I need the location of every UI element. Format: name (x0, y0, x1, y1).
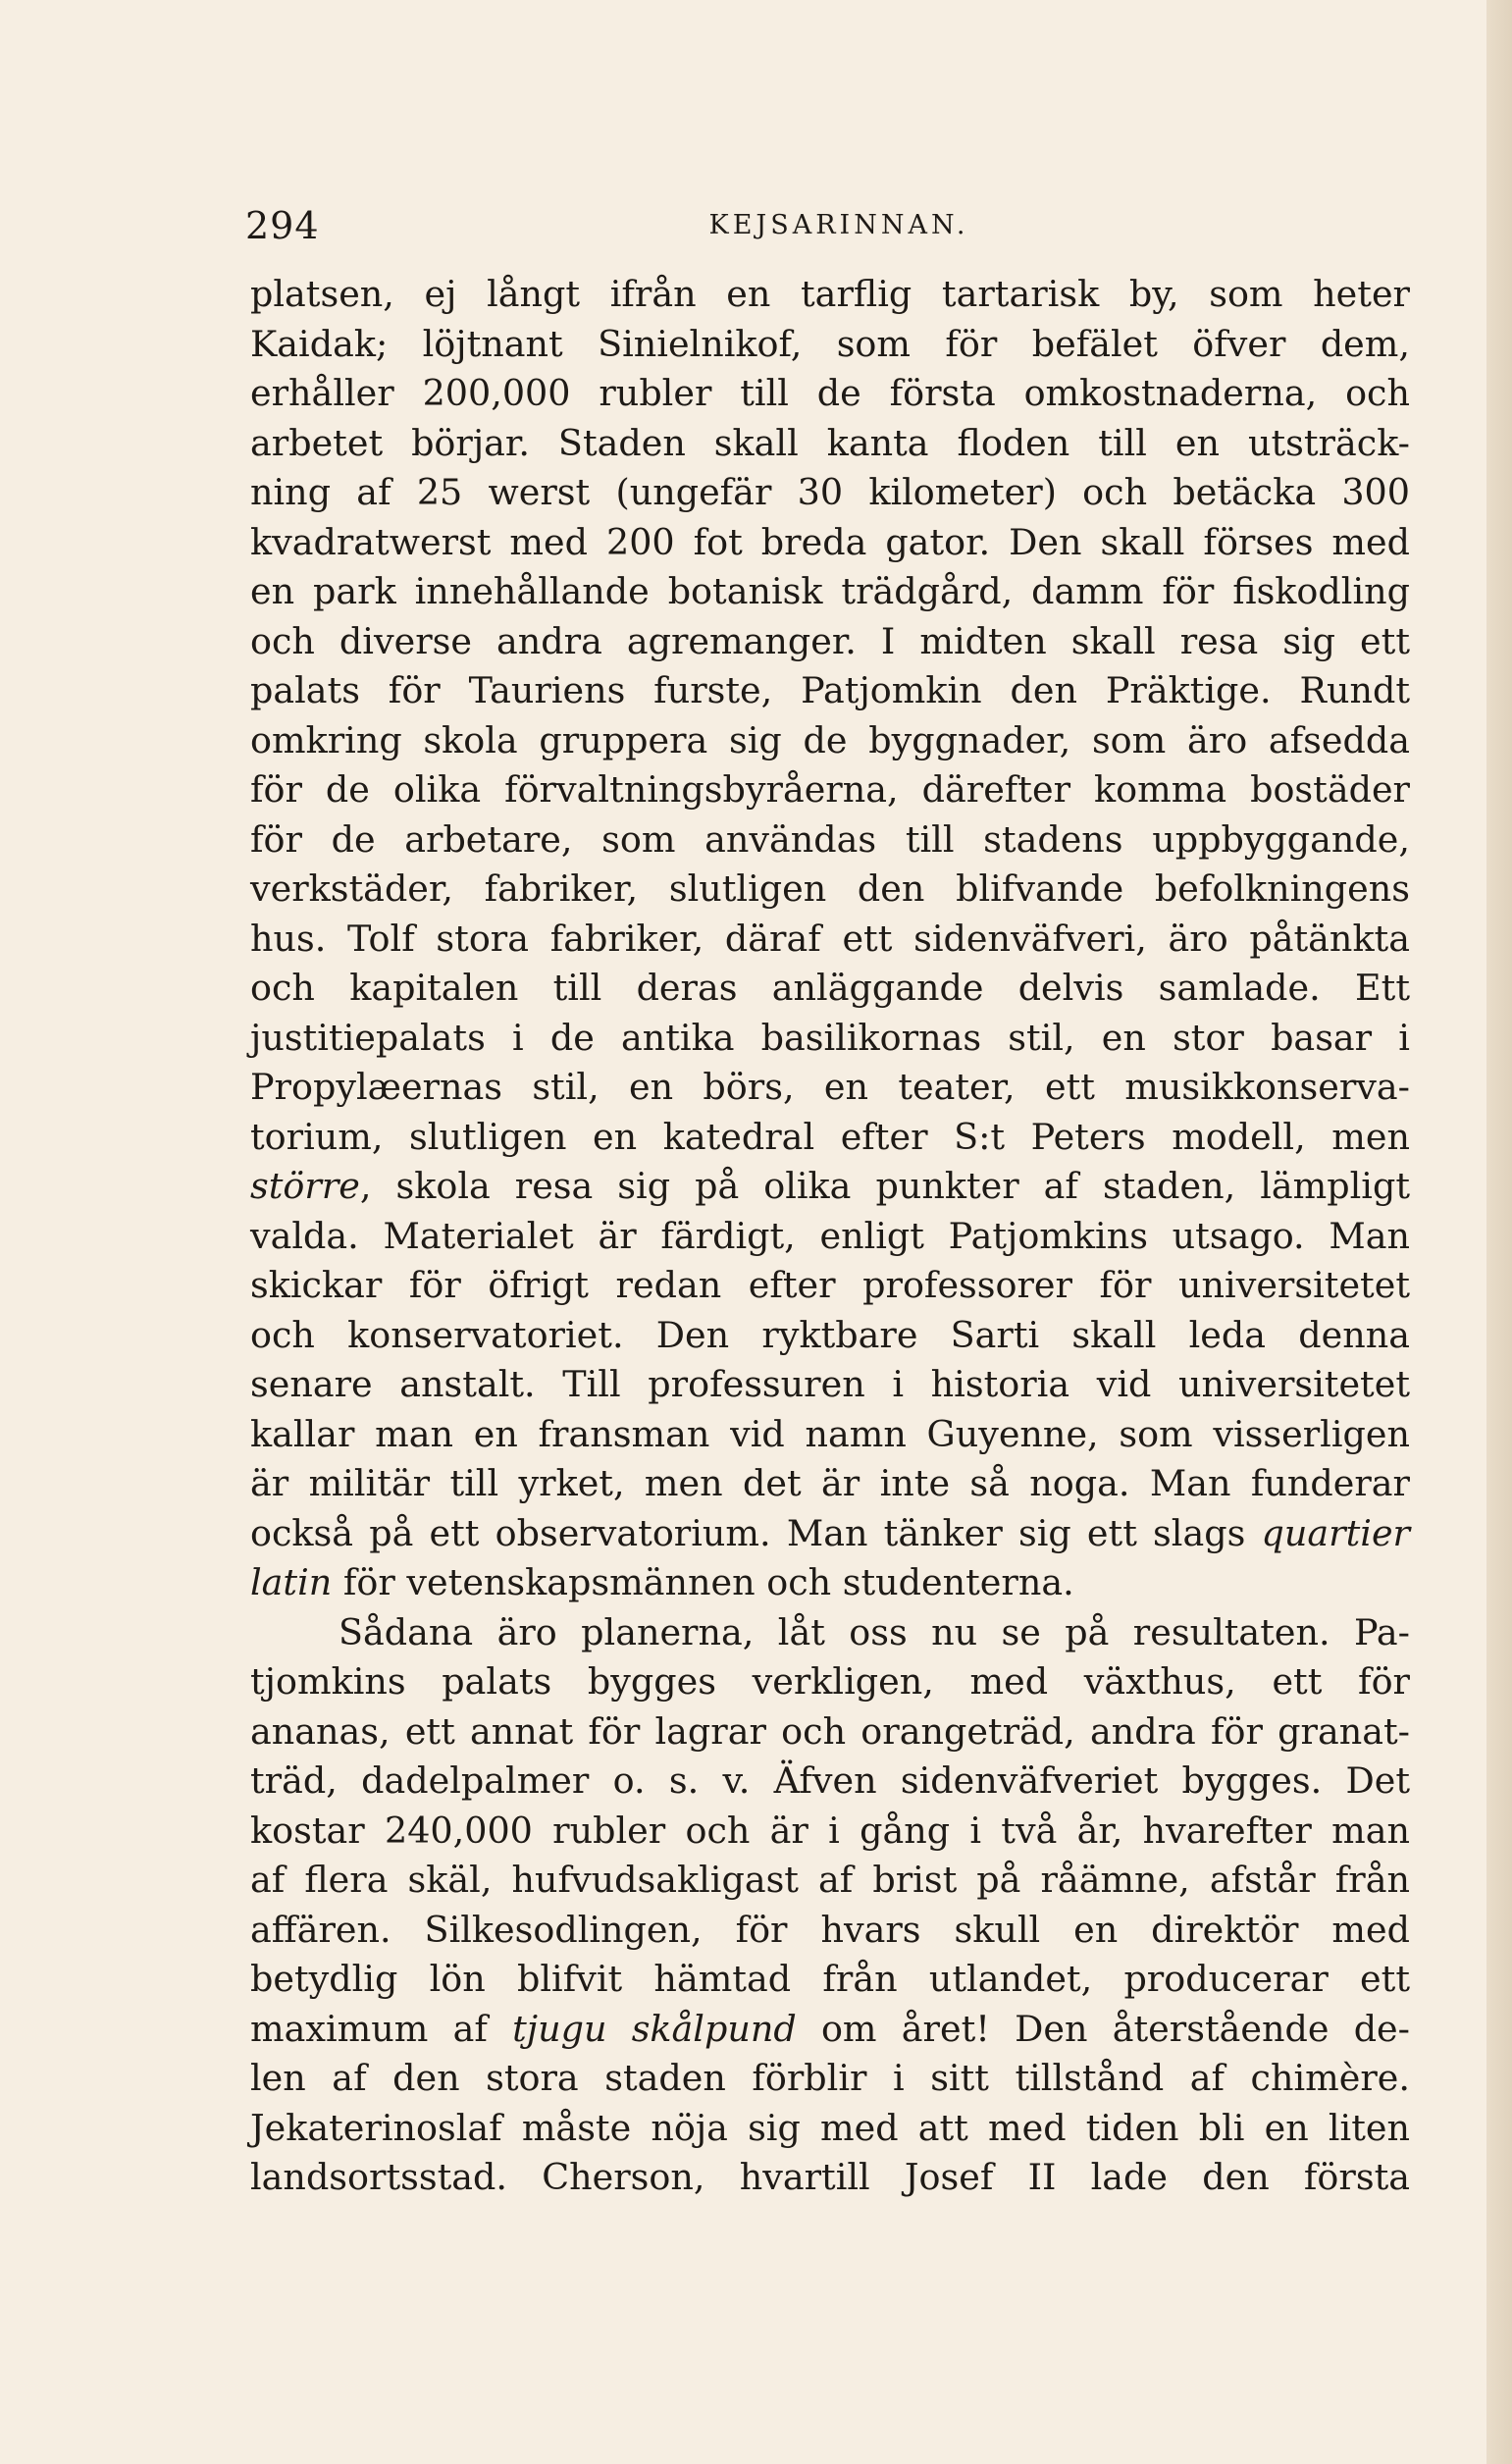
text-line (250, 2153, 1410, 2203)
text-span: betydlig lön blifvit hämtad från utlandet, producerar ett (250, 1958, 1410, 2000)
text-line (250, 1558, 1410, 1608)
text-span: justitiepalats i de antika basilikornas stil, en stor basar i (250, 1016, 1410, 1059)
running-head: KEJSARINNAN. (708, 210, 969, 240)
text-line (250, 1360, 1410, 1410)
text-span: kallar man en fransman vid namn Guyenne, som visserligen (250, 1412, 1410, 1455)
text-span: platsen, ej långt ifrån en tarflig tartarisk by, som heter (250, 273, 1410, 315)
text-line (250, 1113, 1410, 1163)
text-span: maximum af (250, 2007, 513, 2050)
text-span: arbetet börjar. Staden skall kanta floden till en utsträck- (250, 421, 1410, 464)
text-line (250, 2054, 1410, 2104)
text-line (250, 964, 1410, 1014)
text-span: Kaidak; löjtnant Sinielnikof, som för befälet öfver dem, (250, 322, 1410, 365)
text-span: ananas, ett annat för lagrar och orangeträd, andra för granat- (250, 1709, 1410, 1753)
body-text (250, 270, 1410, 2203)
text-line (250, 716, 1410, 766)
text-span: valda. Materialet är färdigt, enligt Patjomkins utsago. Man (250, 1214, 1410, 1257)
text-line (250, 1807, 1410, 1857)
text-line (250, 1608, 1410, 1658)
text-line (250, 1955, 1410, 2005)
text-line (250, 865, 1410, 915)
text-line (250, 2104, 1410, 2154)
text-line (250, 666, 1410, 716)
text-line (250, 915, 1410, 965)
text-line (250, 1311, 1410, 1361)
text-span: torium, slutligen en katedral efter S:t Peters modell, men (250, 1115, 1410, 1158)
text-span: är militär till yrket, men det är inte så noga. Man funderar (250, 1462, 1410, 1504)
page-edge (1486, 0, 1512, 2464)
text-span: kvadratwerst med 200 fot breda gator. Den skall förses med (250, 520, 1410, 563)
text-span: skickar för öfrigt redan efter professorer för universitetet (250, 1264, 1410, 1306)
text-span: senare anstalt. Till professuren i historia vid universitetet (250, 1363, 1410, 1405)
text-line (250, 1856, 1410, 1906)
text-line (250, 2005, 1410, 2055)
text-span: och konservatoriet. Den ryktbare Sarti skall leda denna (250, 1313, 1410, 1356)
text-span: en park innehållande botanisk trädgård, damm för fiskodling (250, 570, 1410, 612)
text-span: palats för Tauriens furste, Patjomkin den Präktige. Rundt (250, 669, 1410, 711)
text-span: tjomkins palats bygges verkligen, med växthus, ett för (250, 1660, 1410, 1703)
text-span: också på ett observatorium. Man tänker sig ett slags (250, 1511, 1262, 1554)
text-line (250, 815, 1410, 865)
text-span: erhåller 200,000 rubler till de första omkostnaderna, och (250, 372, 1410, 414)
text-line (250, 1261, 1410, 1311)
text-span: verkstäder, fabriker, slutligen den blifvande befolkningens (250, 867, 1410, 910)
text-span: och kapitalen till deras anläggande delvis samlade. Ett (250, 967, 1410, 1009)
text-line (250, 1063, 1410, 1113)
text-line (250, 1707, 1410, 1757)
text-span: landsortsstad. Cherson, hvartill Josef II lade den första (250, 2156, 1410, 2198)
text-line (250, 1162, 1410, 1212)
text-line (250, 617, 1410, 667)
text-span: affären. Silkesodlingen, för hvars skull en direktör med (250, 1908, 1410, 1951)
text-line (250, 369, 1410, 419)
text-line (250, 419, 1410, 469)
text-span: Sådana äro planerna, låt oss nu se på resultaten. Pa- (339, 1610, 1410, 1653)
text-line (250, 468, 1410, 518)
text-span: för de arbetare, som användas till stadens uppbyggande, (250, 817, 1410, 861)
text-line (250, 1906, 1410, 1956)
text-line (250, 1212, 1410, 1262)
text-span: af flera skäl, hufvudsakligast af brist på råämne, afstår från (250, 1859, 1410, 1901)
text-span: hus. Tolf stora fabriker, däraf ett sidenväfveri, äro påtänkta (250, 917, 1410, 960)
text-line (250, 765, 1410, 815)
text-line (250, 1410, 1410, 1460)
page-header (245, 196, 1433, 255)
text-line (250, 1014, 1410, 1064)
text-line (250, 270, 1410, 320)
text-span: len af den stora staden förblir i sitt tillstånd af chimère. (250, 2057, 1410, 2099)
text-line (250, 1657, 1410, 1707)
text-line (250, 1459, 1410, 1509)
text-line (250, 567, 1410, 617)
text-line (250, 1756, 1410, 1807)
text-line (250, 1509, 1410, 1559)
text-span: Jekaterinoslaf måste nöja sig med att med tiden bli en liten (250, 2106, 1410, 2149)
text-span: kostar 240,000 rubler och är i gång i två år, hvarefter man (250, 1809, 1410, 1852)
text-span: omkring skola gruppera sig de byggnader, som äro afsedda (250, 718, 1410, 761)
text-line (250, 518, 1410, 568)
text-span: ning af 25 werst (ungefär 30 kilometer) och betäcka 300 (250, 471, 1410, 513)
text-span: om året! Den återstående de- (796, 2007, 1410, 2050)
italic-text: quartier (1261, 1511, 1410, 1554)
italic-text: latin (250, 1561, 333, 1603)
text-span: för de olika förvaltningsbyråerna, därefter komma bostäder (250, 768, 1410, 811)
italic-text: tjugu skålpund (512, 2007, 797, 2050)
text-span: Propylæernas stil, en börs, en teater, ett musikkonserva- (250, 1066, 1410, 1108)
text-line (250, 320, 1410, 370)
text-span: och diverse andra agremanger. I midten skall resa sig ett (250, 619, 1410, 662)
text-span: för vetenskapsmännen och studenterna. (332, 1561, 1074, 1603)
italic-text: större (250, 1165, 360, 1207)
text-span: , skola resa sig på olika punkter af staden, lämpligt (359, 1165, 1410, 1207)
page-number: 294 (245, 204, 320, 247)
text-span: träd, dadelpalmer o. s. v. Äfven sidenväfveriet bygges. Det (250, 1759, 1410, 1802)
